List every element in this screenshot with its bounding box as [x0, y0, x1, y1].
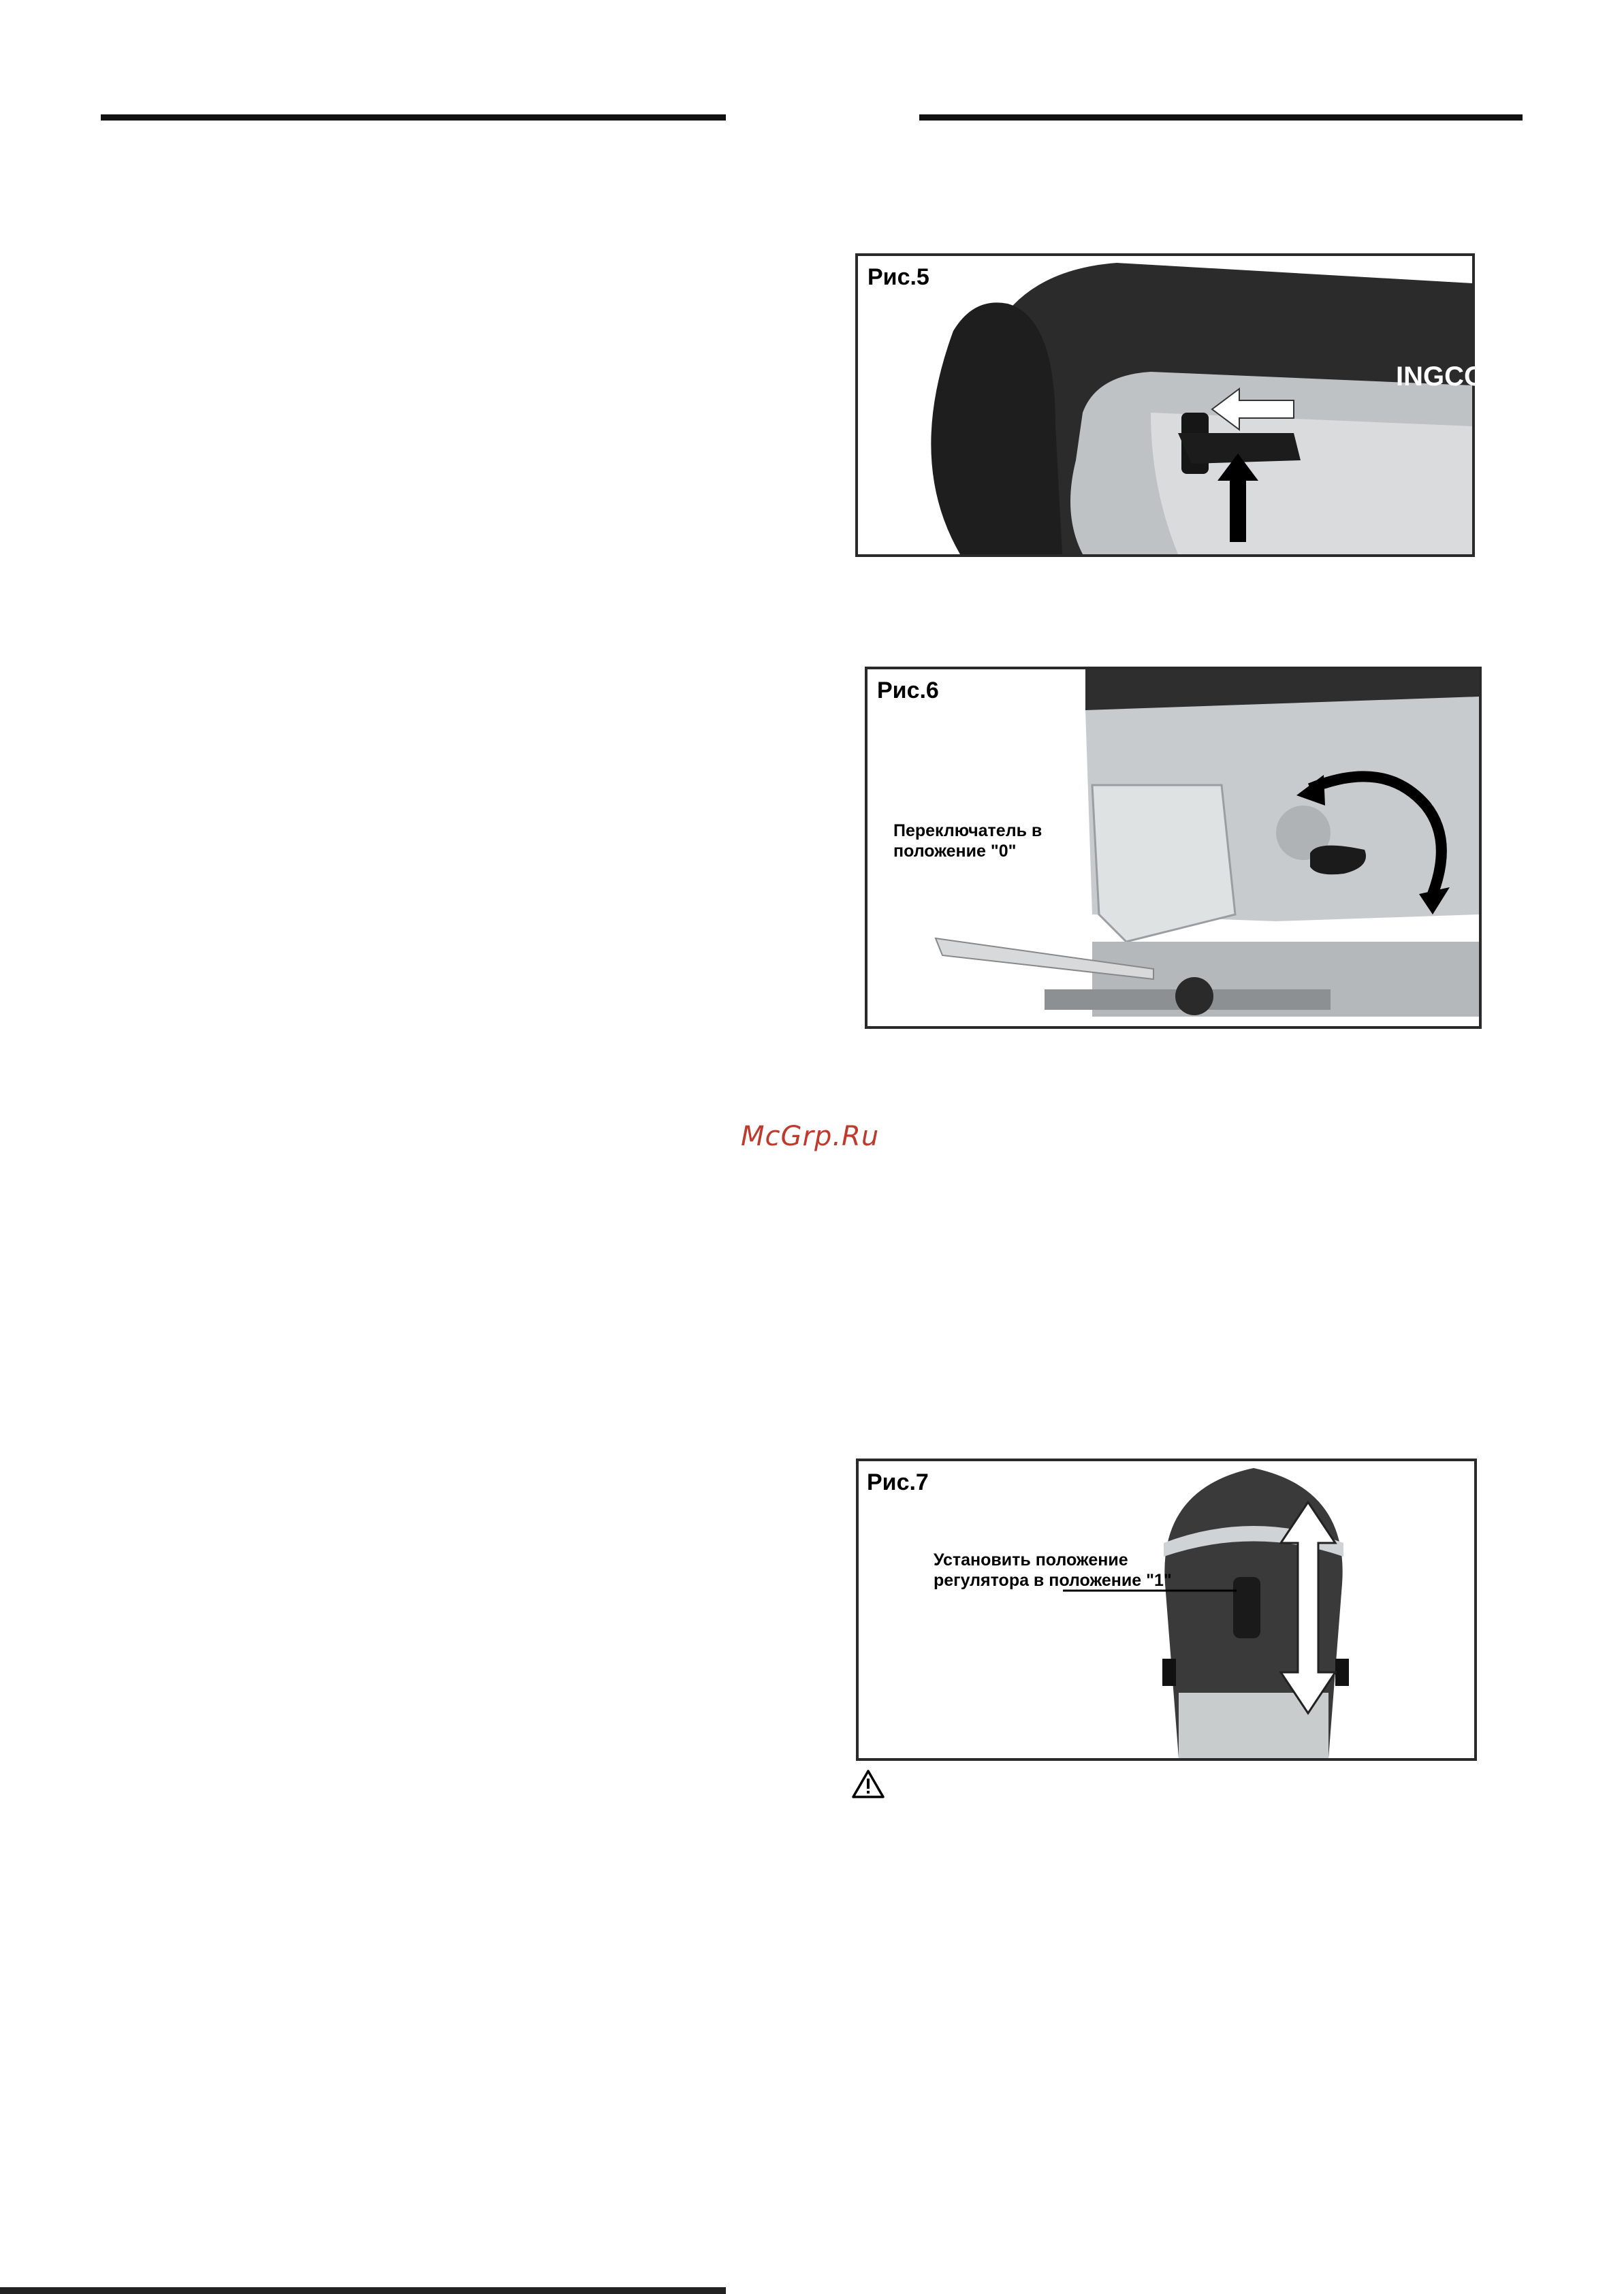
figure-7 [856, 1459, 1477, 1761]
figure-caption: Установить положение регулятора в положение "1" [934, 1550, 1172, 1590]
header-rule-right [919, 114, 1523, 121]
warning-triangle-icon [851, 1769, 885, 1799]
jigsaw-rear-illustration [859, 1461, 1474, 1758]
figure-6 [865, 667, 1482, 1029]
jigsaw-handle-illustration [858, 256, 1486, 554]
brand-mark: INGCO [1396, 362, 1486, 392]
header-rule-left [101, 114, 726, 121]
figure-caption: Переключатель в положение "0" [893, 821, 1042, 861]
figure-label: Рис.5 [867, 264, 929, 290]
watermark: McGrp.Ru [741, 1121, 880, 1152]
figure-label: Рис.6 [877, 678, 939, 703]
bottom-edge-strip [0, 2287, 726, 2294]
figure-label: Рис.7 [867, 1469, 929, 1495]
figure-5 [855, 253, 1486, 557]
